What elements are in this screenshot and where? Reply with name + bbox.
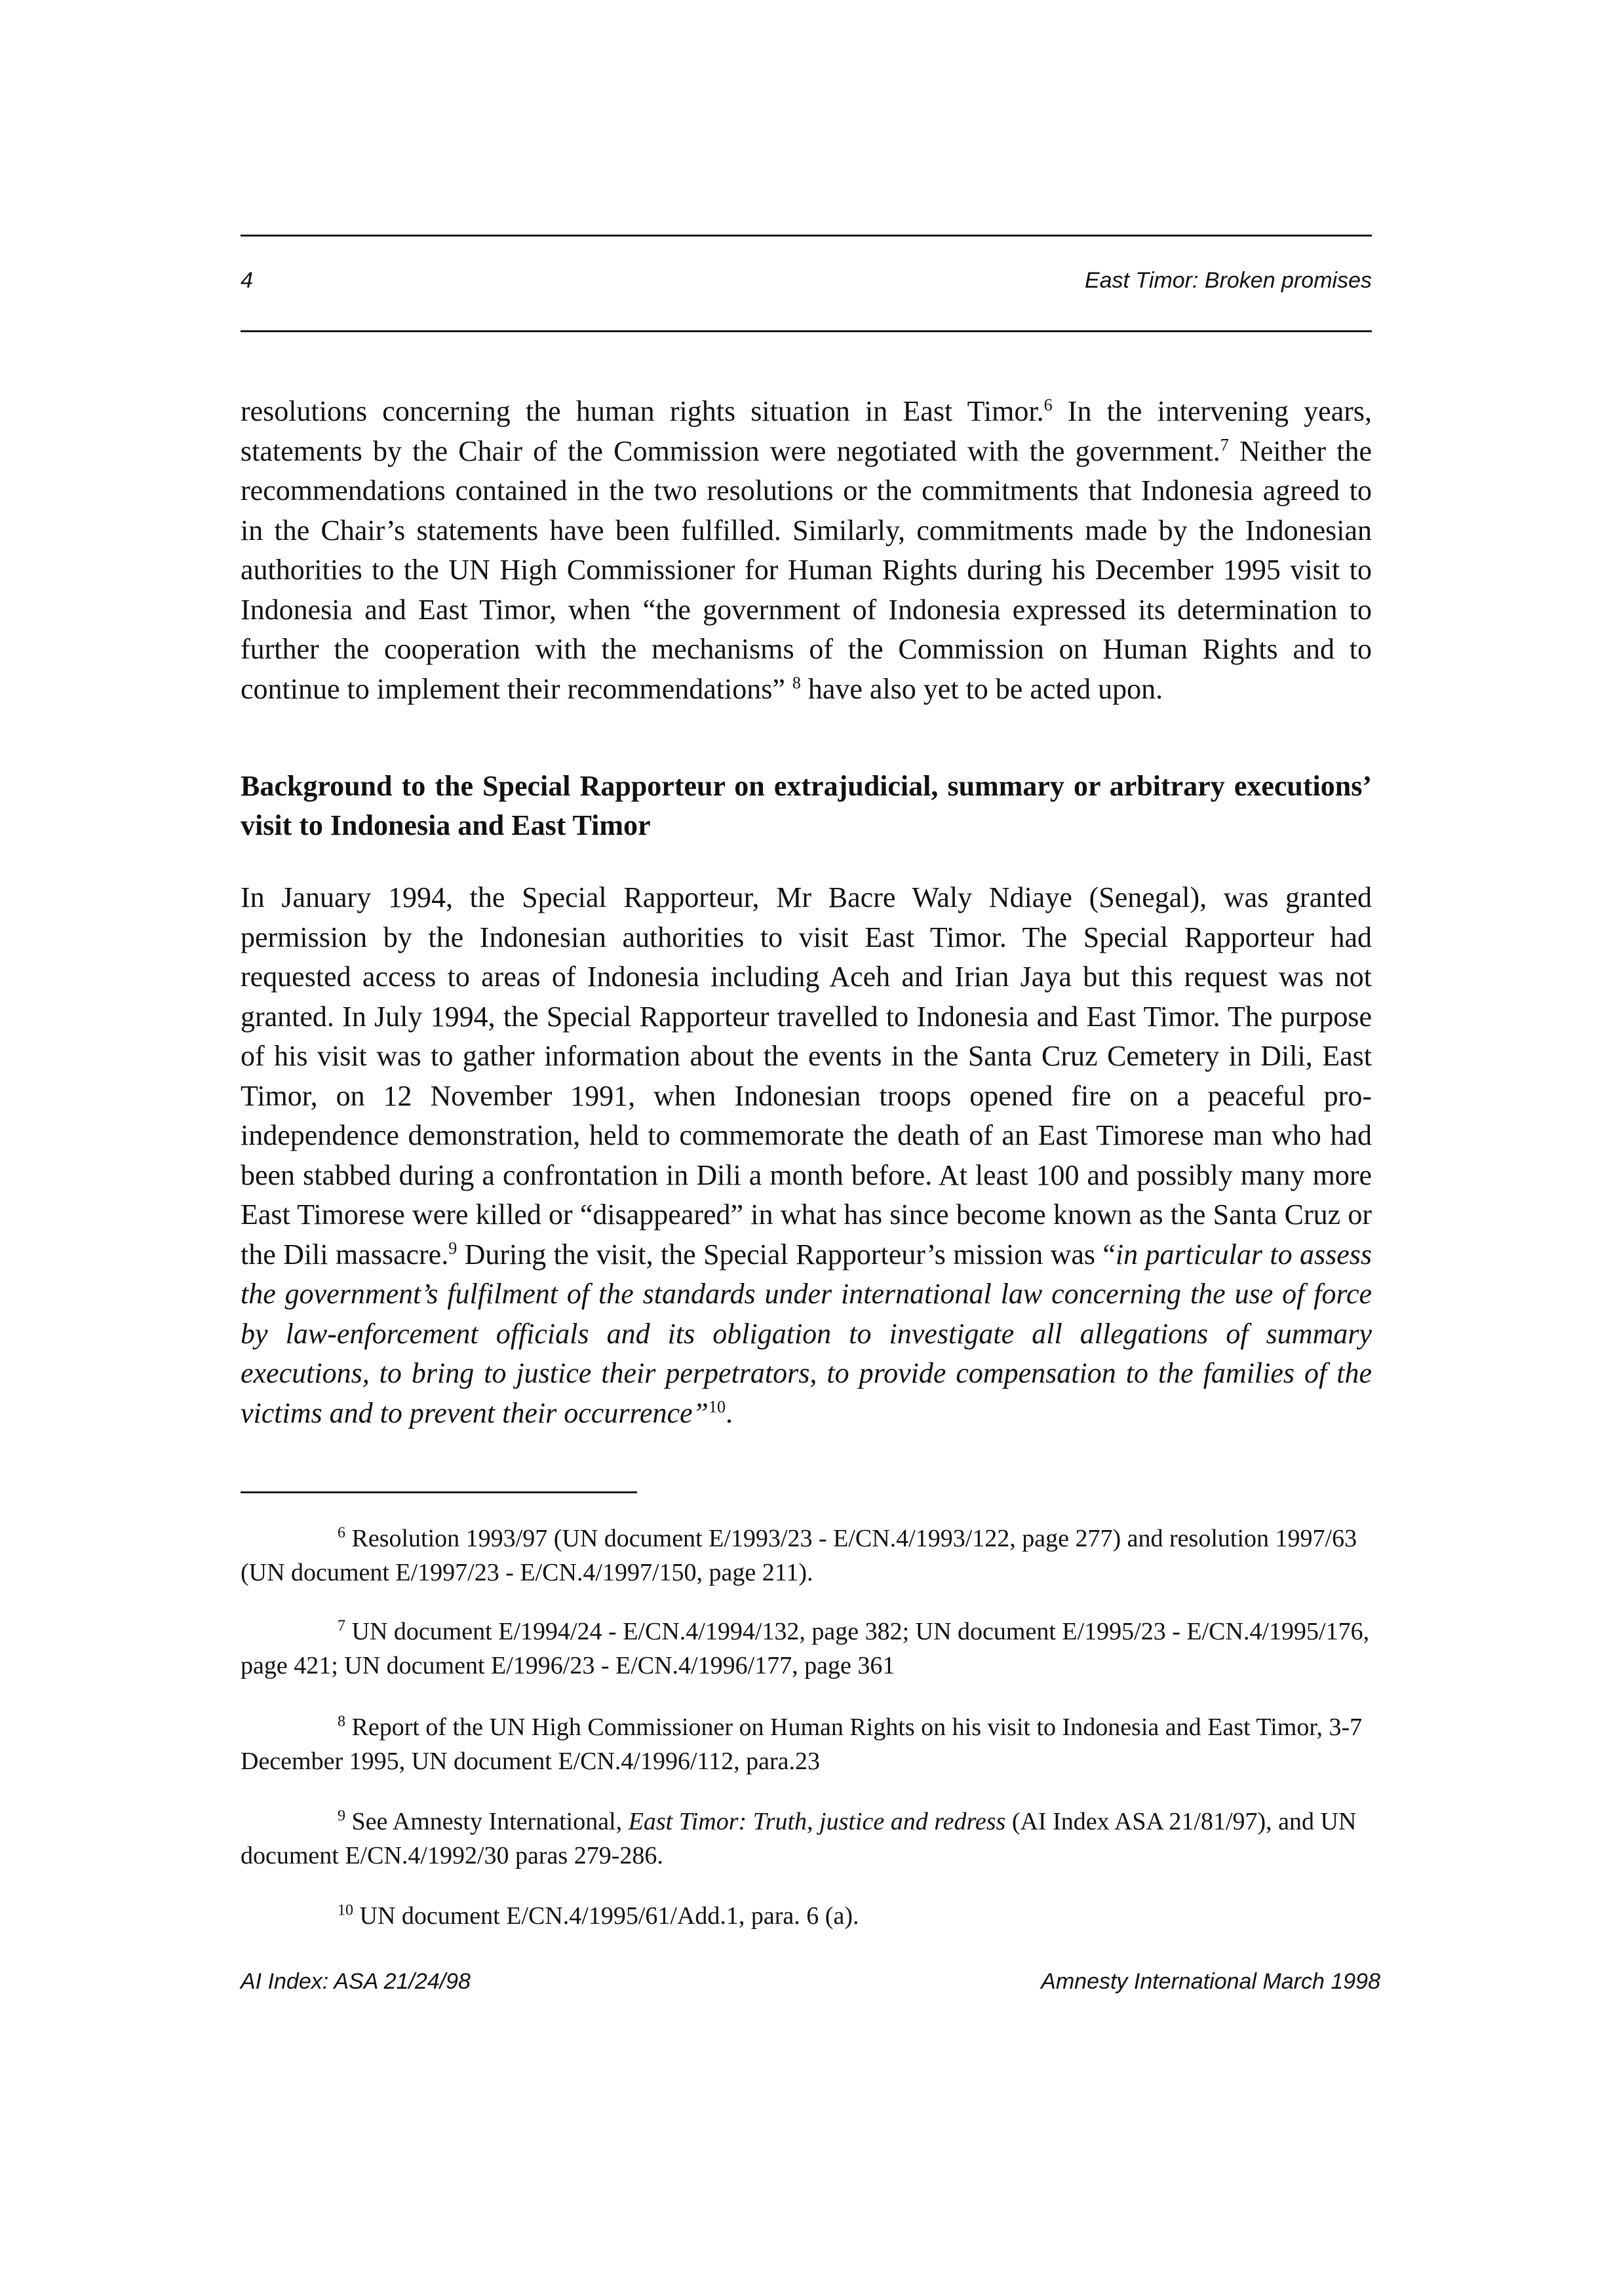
footnote-8: $^8$ Report of the UN High Commissioner on Human Rights on his visit to Indonesia and East Timor, 3-7 December 1995, UN document E/CN.4/1996/112, para.23 [241, 1713, 1363, 1775]
footnote-ref-8[interactable]: 8 [792, 672, 801, 692]
footnote-ref-9[interactable]: 9 [448, 1238, 457, 1257]
footnote-10: $^{10}$ UN document E/CN.4/1995/61/Add.1, para. 6 (a). [338, 1902, 859, 1930]
paragraph-2: In January 1994, the Special Rapporteur, Mr Bacre Waly Ndiaye (Senegal), was granted permission by the Indonesian authorities to visit East Timor. The Special Rapporteur had requested access to areas of Indonesia including Aceh and Irian Jaya but this request was not granted. In July 1994, the Special Rapporteur travelled to Indonesia and East Timor. The purpose of his visit was to gather information about the events in the Santa Cruz Cemetery in Dili, East Timor, on 12 November 1991, when Indonesian troops opened fire on a peaceful pro-independence demonstration, held to commemorate the death of an East Timorese man who had been stabbed during a confrontation in Dili a month before. At least 100 and possibly many more East Timorese were killed or “disappeared” in what has since become known as the Santa Cruz or the Dili massacre.$^9$ During the visit, the Special Rapporteur’s mission was “in particular to assess the government’s fulfilment of the standards under international law concerning the use of force by law-enforcement officials and its obligation to investigate all allegations of summary executions, to bring to justice their perpetrators, to provide compensation to the families of the victims and to prevent their occurrence”$^{10}$. [241, 881, 1372, 1429]
section-heading: Background to the Special Rapporteur on extrajudicial, summary or arbitrary executions’ visit to Indonesia and East Timor [241, 770, 1372, 841]
footnote-6: $^6$ Resolution 1993/97 (UN document E/1993/23 - E/CN.4/1993/122, page 277) and resolution 1997/63 (UN document E/1997/23 - E/CN.4/1997/150, page 211). [241, 1524, 1357, 1586]
footnote-separator [241, 1491, 637, 1493]
header-rule-top [241, 235, 1372, 237]
footnote-ref-7[interactable]: 7 [1220, 434, 1229, 454]
footnote-ref-10[interactable]: 10 [709, 1396, 726, 1416]
paragraph-1: resolutions concerning the human rights situation in East Timor.$^6$ In the intervening years, statements by the Chair of the Commission were negotiated with the government.$^7$ Neither the recommendations contained in the two resolutions or the commitments that Indonesia agreed to in the Chair’s statements have been fulfilled. Similarly, commitments made by the Indonesian authorities to the UN High Commissioner for Human Rights during his December 1995 visit to Indonesia and East Timor, when “the government of Indonesia expressed its determination to further the cooperation with the mechanisms of the Commission on Human Rights and to continue to implement their recommendations” $^8$ have also yet to be acted upon. [241, 395, 1372, 705]
footnote-9: $^9$ See Amnesty International, East Timor: Truth, justice and redress (AI Index ASA 21/81/97), and UN document E/CN.4/1992/30 paras 279-286. [241, 1807, 1357, 1869]
footnote-7: $^7$ UN document E/1994/24 - E/CN.4/1994/132, page 382; UN document E/1995/23 - E/CN.4/1995/176, page 421; UN document E/1996/23 - E/CN.4/1996/177, page 361 [241, 1617, 1370, 1679]
page-number: 4 [241, 268, 253, 293]
footer-publisher: Amnesty International March 1998 [1041, 1969, 1380, 1994]
report-title: East Timor: Truth, justice and redress [628, 1808, 1006, 1835]
mission-quote: in particular to assess the government’s fulfilment of the standards under international law concerning the use of force by law-enforcement officials and its obligation to investigate all allegations of summary executions, to bring to justice their perpetrators, to provide compensation to the families of the victims and to prevent their occurrence [241, 1238, 1372, 1429]
running-title: East Timor: Broken promises [1084, 268, 1372, 293]
header-rule-bottom [241, 330, 1372, 332]
footer-ai-index: AI Index: ASA 21/24/98 [241, 1969, 471, 1994]
footnote-ref-6[interactable]: 6 [1043, 395, 1053, 415]
